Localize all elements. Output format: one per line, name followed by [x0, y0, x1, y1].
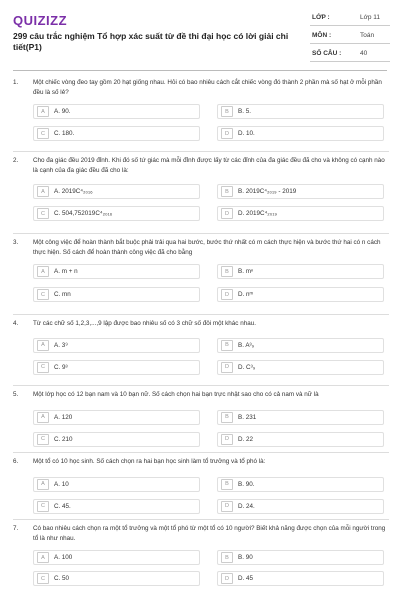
option-letter: A [37, 186, 49, 197]
answer-option-b[interactable] [217, 477, 384, 492]
answer-option-b[interactable] [217, 410, 384, 425]
option-letter: A [37, 412, 49, 423]
answer-option-a[interactable] [33, 477, 200, 492]
meta-key: LỚP : [312, 14, 330, 21]
option-letter: A [37, 552, 49, 563]
answer-option-c[interactable] [33, 499, 200, 514]
option-label: D. 24. [238, 502, 255, 510]
option-letter: B [221, 552, 233, 563]
answer-option-c[interactable] [33, 206, 200, 221]
option-letter: C [37, 289, 49, 300]
option-letter: C [37, 573, 49, 584]
option-letter: B [221, 106, 233, 117]
option-letter: D [221, 501, 233, 512]
meta-value: 40 [360, 50, 368, 57]
option-label: C. mn [54, 291, 71, 298]
option-label: C. 504,752019C⁴₂₀₁₆ [54, 210, 113, 217]
question-number: 7. [13, 525, 19, 532]
question-text: Có bao nhiêu cách chọn ra một tổ trưởng và một tổ phó từ một tổ có 10 người? Biết khả năng được chọn của mỗi người trong tổ là như nhau. [33, 525, 386, 542]
answer-option-c[interactable] [33, 432, 200, 447]
answer-option-a[interactable] [33, 184, 200, 199]
option-label: D. 22 [238, 435, 254, 443]
answer-option-c[interactable] [33, 360, 200, 375]
option-label: C. 45. [54, 502, 71, 510]
option-letter: A [37, 266, 49, 277]
meta-key: MÔN : [312, 32, 332, 39]
option-label: A. 2019C⁴₂₀₁₆ [54, 188, 93, 195]
option-letter: D [221, 362, 233, 373]
answer-option-d[interactable] [217, 360, 384, 375]
meta-row-subject [310, 28, 390, 44]
question-item [13, 457, 389, 520]
question-text: Một công việc để hoàn thành bắt buộc phải trải qua hai bước, bước thứ nhất có m cách thực hiện và bước thứ hai có n cách thực hiện. Số cách để hoàn thành công việc đã cho bằng [33, 239, 381, 256]
question-number: 4. [13, 320, 19, 327]
question-item [13, 156, 389, 234]
option-label: C. 9³ [54, 363, 68, 371]
question-item [13, 390, 389, 453]
option-letter: A [37, 340, 49, 351]
question-number: 2. [13, 157, 19, 164]
quizizz-logo: QUIZIZZ [13, 13, 68, 28]
option-label: C. 180. [54, 130, 75, 137]
option-label: A. 90. [54, 108, 71, 115]
option-label: B. mⁿ [238, 268, 254, 275]
answer-option-d[interactable] [217, 126, 384, 141]
question-number: 6. [13, 458, 19, 465]
meta-value: Toán [360, 32, 375, 39]
option-label: D. 2019C⁴₂₀₁₉ [238, 210, 277, 217]
answer-option-d[interactable] [217, 499, 384, 514]
option-letter: B [221, 186, 233, 197]
question-text: Một lớp học có 12 bạn nam và 10 bạn nữ. Số cách chọn hai bạn trực nhật sao cho có cả nam và nữ là [33, 391, 319, 398]
option-letter: D [221, 434, 233, 445]
option-letter: A [37, 479, 49, 490]
answer-option-d[interactable] [217, 571, 384, 586]
option-letter: B [221, 340, 233, 351]
question-number: 5. [13, 391, 19, 398]
option-label: B. 90. [238, 480, 255, 488]
option-letter: D [221, 128, 233, 139]
option-letter: C [37, 362, 49, 373]
answer-option-b[interactable] [217, 104, 384, 119]
question-number: 1. [13, 79, 19, 86]
option-label: D. C³₉ [238, 363, 256, 371]
answer-option-c[interactable] [33, 126, 200, 141]
question-item [13, 78, 389, 152]
question-item [13, 524, 389, 600]
answer-option-a[interactable] [33, 410, 200, 425]
option-label: B. 90 [238, 554, 253, 561]
meta-row-class [310, 10, 390, 26]
answer-option-d[interactable] [217, 206, 384, 221]
meta-row-count [310, 46, 390, 62]
answer-option-d[interactable] [217, 287, 384, 302]
worksheet-title: 299 câu trắc nghiệm Tổ hợp xác suất từ đề thi đại học có lời giải chi tiết(P1) [13, 31, 289, 52]
answer-option-d[interactable] [217, 432, 384, 447]
answer-option-c[interactable] [33, 571, 200, 586]
answer-option-b[interactable] [217, 184, 384, 199]
option-letter: A [37, 106, 49, 117]
option-letter: C [37, 434, 49, 445]
meta-value: Lớp 11 [360, 14, 381, 21]
header-divider [13, 70, 387, 71]
option-letter: C [37, 501, 49, 512]
option-letter: C [37, 128, 49, 139]
option-label: D. nᵐ [238, 291, 254, 298]
meta-key: SỐ CÂU : [312, 50, 342, 57]
option-label: D. 10. [238, 130, 255, 137]
option-label: C. 50 [54, 575, 70, 582]
answer-option-c[interactable] [33, 287, 200, 302]
question-text: Cho đa giác đều 2019 đỉnh. Khi đó số tứ giác mà mỗi đỉnh được lấy từ các đỉnh của đa giác đều đã cho và không có cạnh nào là cạnh của đa giác đều đã cho là: [33, 157, 385, 174]
option-label: D. 45 [238, 575, 254, 582]
answer-option-a[interactable] [33, 338, 200, 353]
option-label: C. 210 [54, 435, 73, 443]
question-item [13, 238, 389, 315]
option-label: A. 3⁹ [54, 341, 68, 349]
option-letter: D [221, 289, 233, 300]
option-label: A. 10 [54, 480, 69, 488]
option-label: A. m + n [54, 268, 78, 275]
option-label: A. 100 [54, 554, 73, 561]
option-letter: C [37, 208, 49, 219]
option-label: B. 2019C⁴₂₀₁₉ - 2019 [238, 188, 297, 195]
question-number: 3. [13, 239, 19, 246]
option-letter: B [221, 266, 233, 277]
option-letter: D [221, 208, 233, 219]
question-item [13, 319, 389, 386]
option-label: A. 120 [54, 413, 73, 421]
answer-option-a[interactable] [33, 550, 200, 565]
question-list [0, 78, 400, 600]
answer-option-b[interactable] [217, 264, 384, 279]
question-text: Một tổ có 10 học sinh. Số cách chọn ra hai bạn học sinh làm tổ trưởng và tổ phó là: [33, 458, 266, 465]
option-letter: B [221, 479, 233, 490]
answer-option-a[interactable] [33, 264, 200, 279]
worksheet-header [0, 0, 400, 70]
option-letter: B [221, 412, 233, 423]
option-label: B. A³₉ [238, 341, 255, 349]
option-letter: D [221, 573, 233, 584]
answer-option-b[interactable] [217, 550, 384, 565]
option-label: B. 5. [238, 108, 251, 115]
question-text: Một chiếc vòng đeo tay gồm 20 hạt giống nhau. Hỏi có bao nhiêu cách cắt chiếc vòng đó thành 2 phần mà số hạt ở mỗi phần đều là số lẻ? [33, 79, 382, 96]
answer-option-b[interactable] [217, 338, 384, 353]
meta-box [310, 10, 390, 64]
answer-option-a[interactable] [33, 104, 200, 119]
question-text: Từ các chữ số 1,2,3,...,9 lập được bao nhiêu số có 3 chữ số đôi một khác nhau. [33, 320, 256, 327]
option-label: B. 231 [238, 413, 257, 421]
